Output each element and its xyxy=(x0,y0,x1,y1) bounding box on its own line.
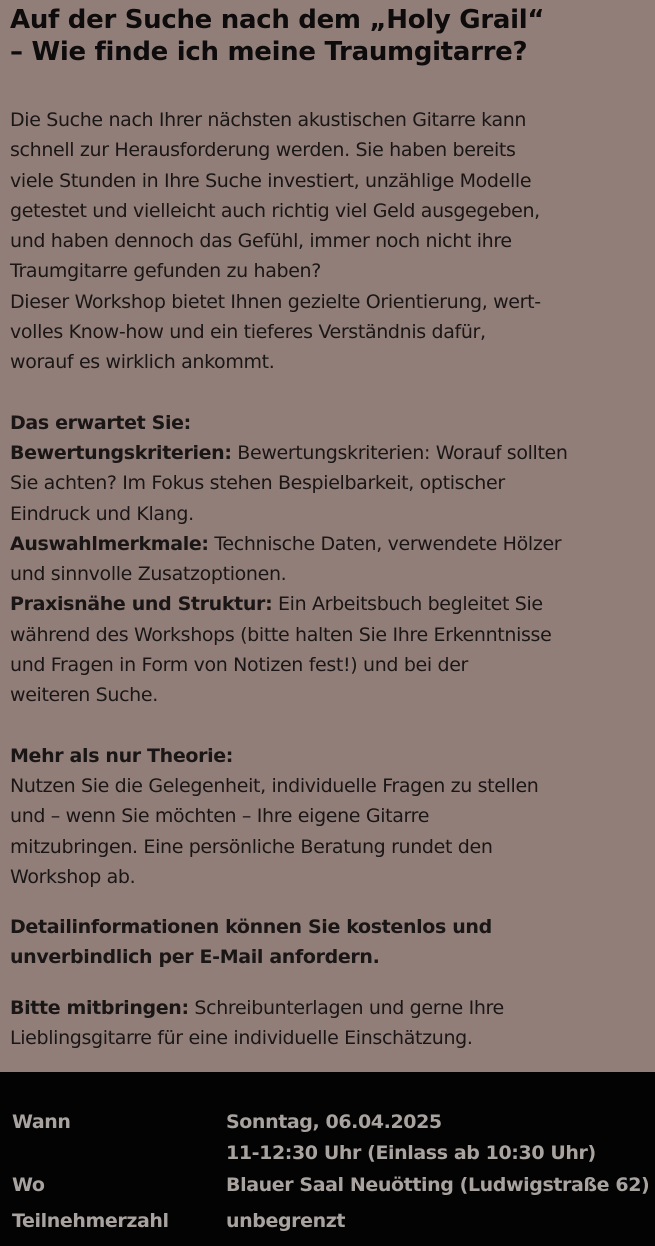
bring-text-line: Lieblingsgitarre für eine individuelle Einschätzung. xyxy=(10,1027,473,1050)
theory-line: mitzubringen. Eine persönliche Beratung rundet den xyxy=(10,835,493,858)
expect-item-label: Praxisnähe und Struktur: xyxy=(10,593,273,616)
theory-line: und – wenn Sie möchten – Ihre eigene Gitarre xyxy=(10,805,430,828)
bring-section xyxy=(10,993,645,1054)
expect-item-text-line: Eindruck und Klang. xyxy=(10,502,194,525)
title-line-2: – Wie finde ich meine Traumgitarre? xyxy=(10,37,528,67)
expect-item-text-line: weiteren Suche. xyxy=(10,684,158,707)
expect-item-features xyxy=(10,529,645,559)
intro-line: getestet und vielleicht auch richtig viel Geld ausgegeben, xyxy=(10,199,540,222)
expect-heading: Das erwartet Sie: xyxy=(10,411,191,434)
intro-line: Die Suche nach Ihrer nächsten akustischen Gitarre kann xyxy=(10,109,527,131)
theory-line: Nutzen Sie die Gelegenheit, individuelle Fragen zu stellen xyxy=(10,774,539,797)
theory-section xyxy=(10,741,645,892)
bring-text: Schreibunterlagen und gerne Ihre xyxy=(188,996,504,1019)
bring-label: Bitte mitbringen: xyxy=(10,996,189,1019)
participants-label: Teilnehmerzahl xyxy=(12,1210,169,1232)
expect-item-text-line: und sinnvolle Zusatzoptionen. xyxy=(10,563,287,586)
expect-item-label: Auswahlmerkmale: xyxy=(10,532,209,555)
theory-heading: Mehr als nur Theorie: xyxy=(10,744,234,767)
intro-line: und haben dennoch das Gefühl, immer noch nicht ihre xyxy=(10,230,512,253)
intro-paragraph xyxy=(10,105,645,378)
intro-line: worauf es wirklich ankommt. xyxy=(10,351,275,374)
main-content xyxy=(10,4,645,1053)
where-value: Blauer Saal Neuötting (Ludwigstraße 62) xyxy=(226,1174,650,1196)
expect-item-text: Ein Arbeitsbuch begleitet Sie xyxy=(272,593,543,616)
details-line: Detailinformationen können Sie kostenlos und xyxy=(10,916,492,939)
expect-item-text-line: und Fragen in Form von Notizen fest!) und bei der xyxy=(10,654,468,677)
participants-value: unbegrenzt xyxy=(226,1210,346,1232)
bring-first-line xyxy=(10,993,645,1023)
intro-line: Dieser Workshop bietet Ihnen gezielte Orientierung, wert- xyxy=(10,290,541,313)
expect-item-text: Technische Daten, verwendete Hölzer xyxy=(208,532,562,555)
when-date: Sonntag, 06.04.2025 xyxy=(226,1111,442,1133)
where-label: Wo xyxy=(12,1174,45,1196)
expect-item-text: Bewertungskriterien: Worauf sollten xyxy=(231,441,568,464)
title-line-1: Auf der Suche nach dem „Holy Grail“ xyxy=(10,5,545,35)
when-time: 11-12:30 Uhr (Einlass ab 10:30 Uhr) xyxy=(226,1142,596,1164)
expect-item-practice xyxy=(10,589,645,619)
intro-line: Traumgitarre gefunden zu haben? xyxy=(10,260,321,283)
expect-item-label: Bewertungskriterien: xyxy=(10,441,232,464)
expect-item-text-line: Sie achten? Im Fokus stehen Bespielbarkeit, optischer xyxy=(10,472,505,495)
details-note xyxy=(10,912,645,973)
theory-line: Workshop ab. xyxy=(10,865,136,888)
when-label: Wann xyxy=(12,1111,71,1133)
expect-item-criteria xyxy=(10,438,645,468)
intro-line: schnell zur Herausforderung werden. Sie haben bereits xyxy=(10,139,516,162)
expect-section xyxy=(10,408,645,711)
page-title xyxy=(10,4,645,68)
details-line: unverbindlich per E-Mail anfordern. xyxy=(10,946,380,969)
expect-item-text-line: während des Workshops (bitte halten Sie Ihre Erkenntnisse xyxy=(10,623,552,646)
intro-line: volles Know-how und ein tieferes Verständnis dafür, xyxy=(10,321,486,344)
event-info-footer xyxy=(0,1072,655,1246)
intro-line: viele Stunden in Ihre Suche investiert, unzählige Modelle xyxy=(10,169,532,192)
